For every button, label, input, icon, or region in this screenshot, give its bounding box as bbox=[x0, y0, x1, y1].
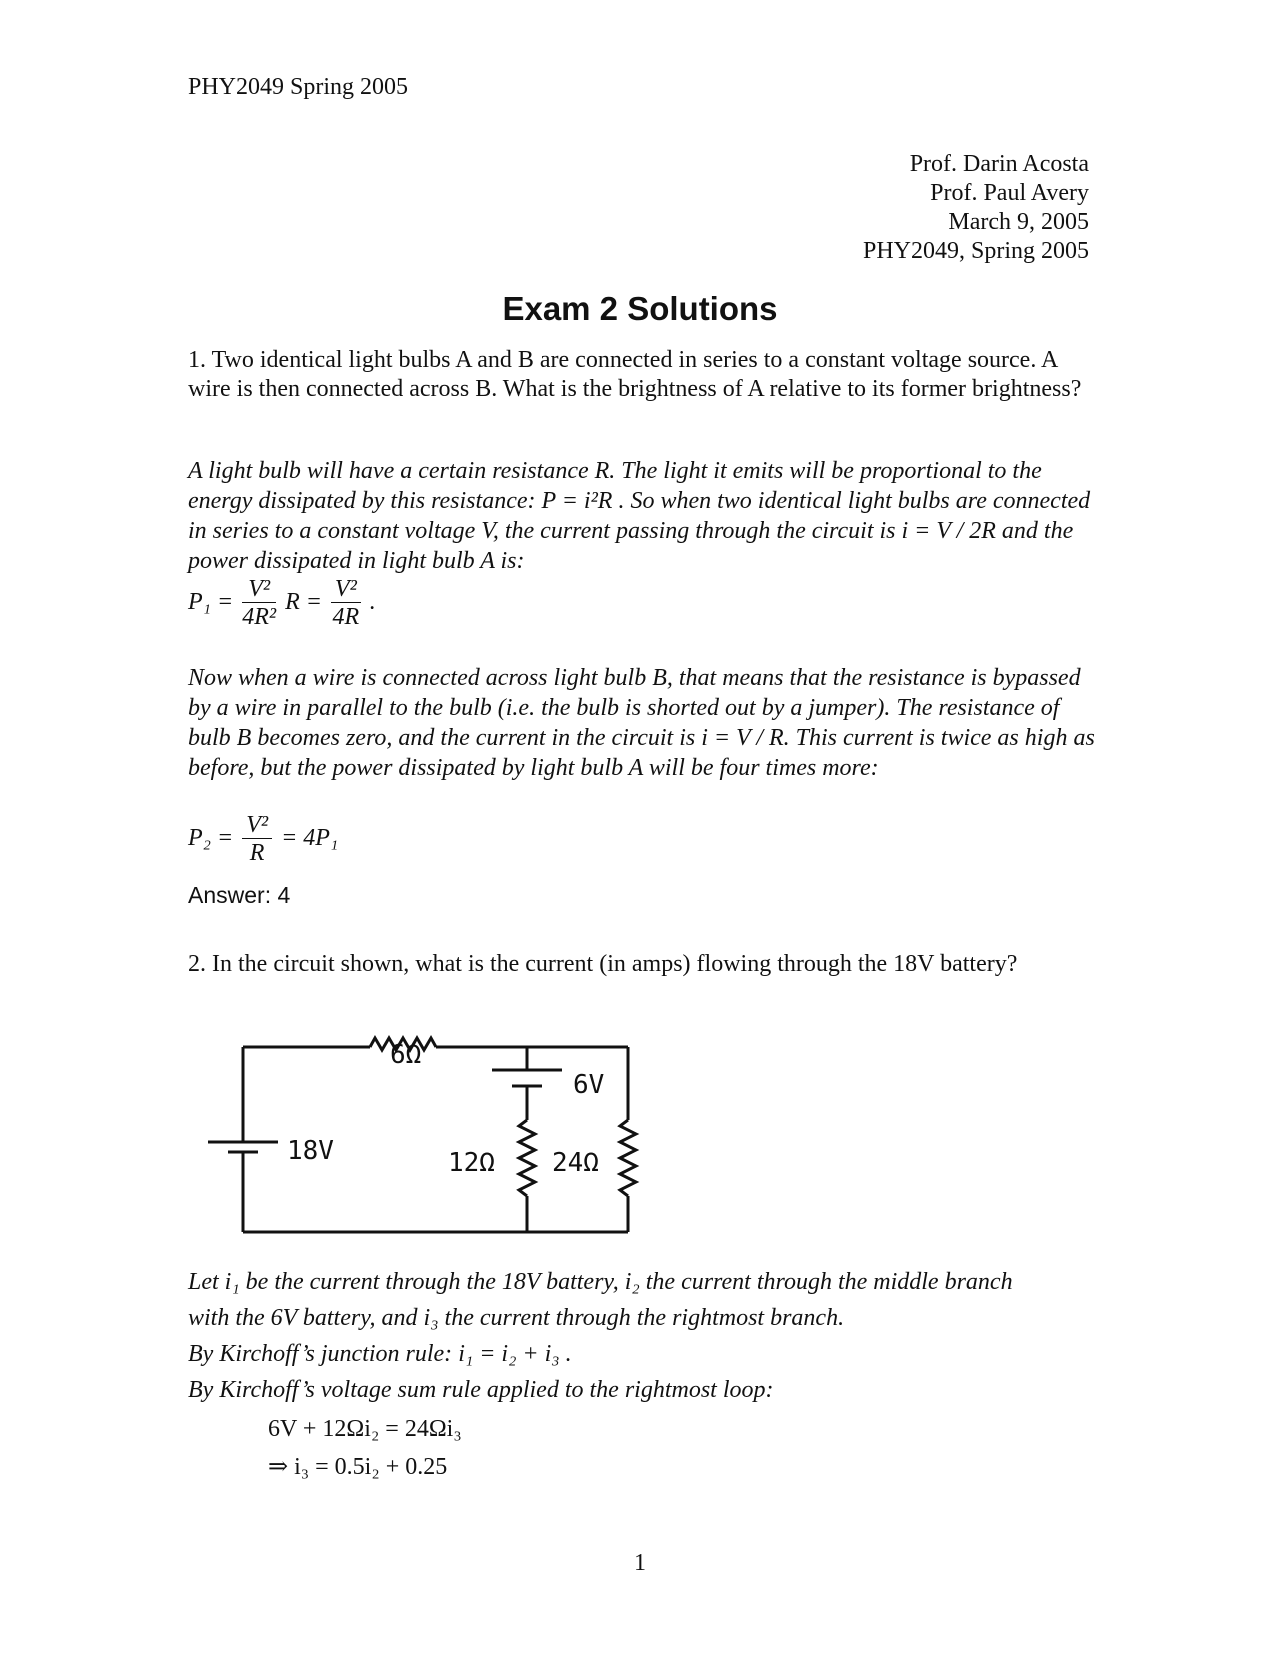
denominator: R bbox=[249, 840, 265, 866]
course-header: PHY2049 Spring 2005 bbox=[188, 74, 409, 100]
solution-1-paragraph-1 bbox=[188, 456, 1098, 576]
question-1: 1. Two identical light bulbs A and B are connected in series to a constant voltage source. A wire is then connected across B. What is the brightness of A relative to its former brightness? bbox=[188, 347, 1082, 402]
current-equation: i = V / 2R bbox=[901, 518, 996, 544]
label-6-ohm: 6Ω bbox=[390, 1040, 422, 1070]
solution-line bbox=[188, 1336, 1098, 1372]
solution-line: By Kirchoff’s voltage sum rule applied to the rightmost loop: bbox=[188, 1377, 774, 1403]
junction-equation: i₁ = i₂ + i₃ . bbox=[458, 1341, 572, 1367]
solution-text: . So when two identical light bulbs are connected in series to a constant voltage V, the current passing through the circuit is bbox=[188, 488, 1091, 544]
author-line: Prof. Darin Acosta bbox=[909, 151, 1089, 177]
fraction bbox=[242, 576, 276, 631]
solution-2 bbox=[188, 1264, 1098, 1408]
solution-text: A light bulb will have a certain resistance R. The light it emits will be proportional to the energy dissipated by this resistance: bbox=[188, 458, 1042, 514]
eq-rhs: = 4P₁ bbox=[281, 825, 339, 852]
solution-1-paragraph-2 bbox=[188, 663, 1098, 783]
date-line: March 9, 2005 bbox=[948, 209, 1089, 235]
eq-lhs: P₁ = bbox=[188, 589, 234, 616]
label-12-ohm: 12Ω bbox=[448, 1148, 495, 1178]
solution-line: with the 6V battery, and i₃ the current through the rightmost branch. bbox=[188, 1305, 845, 1331]
eq-mid: R = bbox=[285, 589, 322, 616]
label-6-volt: 6V bbox=[573, 1070, 605, 1100]
denominator: 4R² bbox=[242, 604, 277, 630]
label-24-ohm: 24Ω bbox=[552, 1148, 599, 1178]
author-line: Prof. Paul Avery bbox=[930, 180, 1089, 206]
numerator: V² bbox=[242, 576, 276, 603]
course-line: PHY2049, Spring 2005 bbox=[862, 238, 1089, 264]
denominator: 4R bbox=[332, 604, 360, 630]
solution-line: Let i₁ be the current through the 18V battery, i₂ the current through the middle branch bbox=[188, 1269, 1013, 1295]
resistor-12-ohm bbox=[519, 1120, 535, 1196]
circuit-diagram bbox=[190, 1030, 660, 1250]
label-18-volt: 18V bbox=[287, 1136, 334, 1166]
current-equation: i = V / R bbox=[701, 725, 784, 751]
loop-equation: 6V + 12Ωi₂ = 24Ωi₃ bbox=[268, 1416, 462, 1442]
question-2: 2. In the circuit shown, what is the current (in amps) flowing through the 18V battery? bbox=[188, 951, 1018, 977]
fraction bbox=[331, 576, 361, 631]
solution-text: . This current is twice as high as before, but the power dissipated by light bulb A will be four times more: bbox=[188, 725, 1095, 781]
numerator: V² bbox=[242, 812, 272, 839]
page-number: 1 bbox=[634, 1550, 646, 1576]
author-block bbox=[863, 150, 1089, 266]
solution-text: Now when a wire is connected across light bulb B, that means that the resistance is bypassed by a wire in parallel to the bulb (i.e. the bulb is shorted out by a jumper). The resistance of bulb B becomes zero, and the current in the circuit is bbox=[188, 665, 1081, 751]
answer-1: Answer: 4 bbox=[188, 882, 291, 908]
p2-equation bbox=[188, 812, 338, 867]
page-title: Exam 2 Solutions bbox=[502, 290, 778, 327]
eq-lhs: P₂ = bbox=[188, 825, 234, 852]
equation-block bbox=[268, 1410, 462, 1486]
solution-text: and the power dissipated in light bulb A is: bbox=[188, 518, 1074, 574]
eq-end: . bbox=[369, 589, 376, 616]
numerator: V² bbox=[331, 576, 361, 603]
solution-text: By Kirchoff’s junction rule: bbox=[188, 1341, 459, 1367]
p1-equation bbox=[188, 576, 376, 631]
resistor-24-ohm bbox=[620, 1120, 636, 1196]
derived-equation: ⇒ i₃ = 0.5i₂ + 0.25 bbox=[268, 1454, 448, 1480]
fraction bbox=[242, 812, 272, 867]
power-equation: P = i²R bbox=[541, 488, 613, 514]
